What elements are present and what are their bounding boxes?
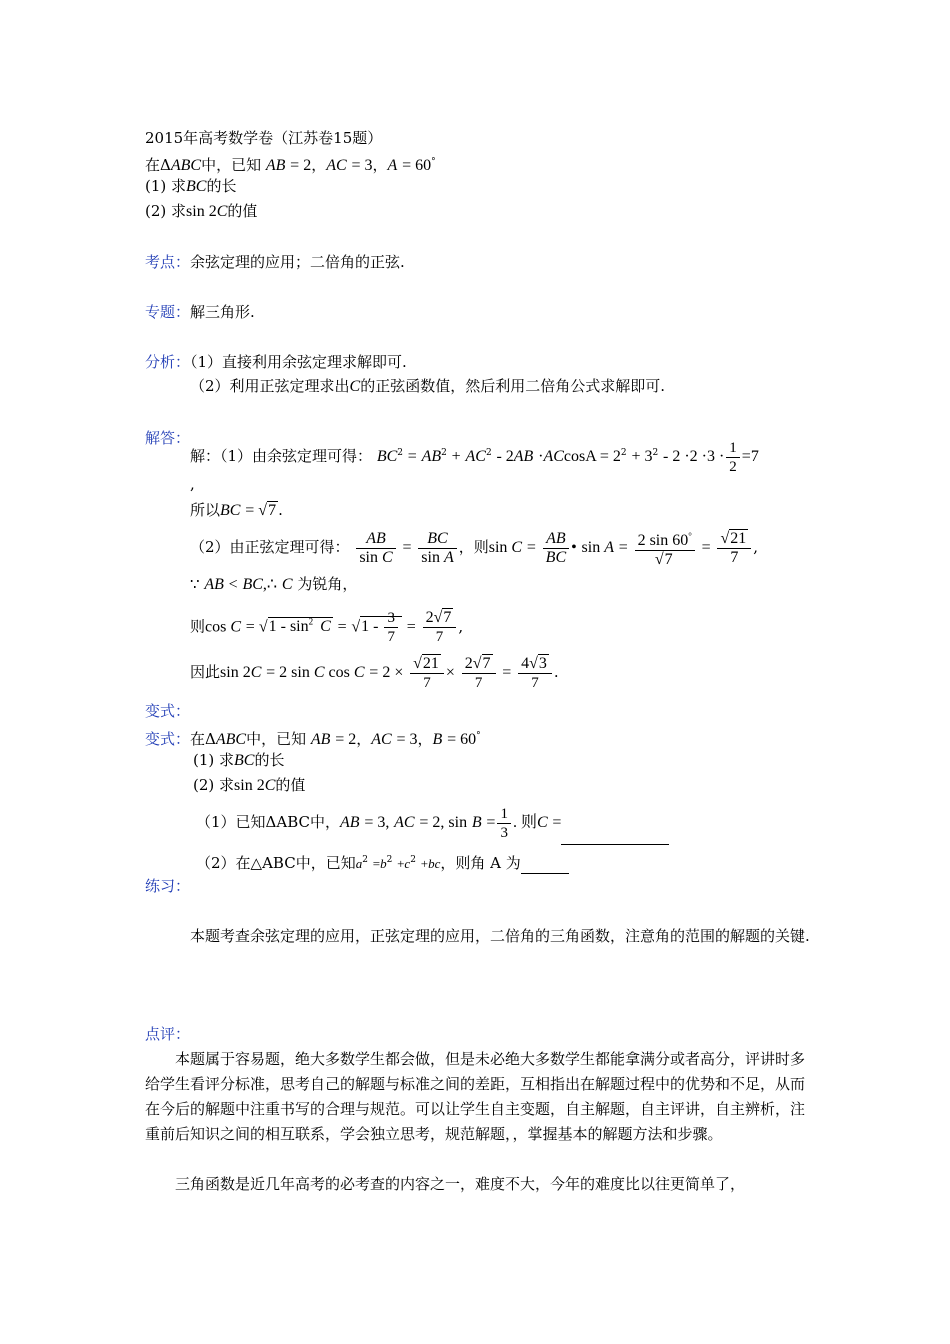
jieda-step1-prefix: 解：（1）由余弦定理可得： [190, 447, 373, 465]
fenxi-line2-var: C [349, 378, 361, 395]
dianping-paragraph-2: 三角函数是近几年高考的必考查的内容之一，难度不大，今年的难度比以往更简单了， [175, 1175, 746, 1193]
jieda-step2-mid: ，则 [458, 538, 489, 556]
summary-text: 本题考查余弦定理的应用，正弦定理的应用，二倍角的三角函数，注意角的范围的解题的关键. [190, 927, 810, 945]
jieda-acute: ∵ AB < BC,∴ C 为锐角， [190, 575, 358, 593]
jieda-step2: （2）由正弦定理可得： $\frac{AB}{\text{sin C}}$ = $\frac{BC}{\text{sin A}}$ ，则sin C = $\frac{AB}{BC}$ • sin A = $\frac{2 \sin 60^\circ}{√7}$ = $\frac{√21}{7}$ , [190, 527, 758, 569]
zhuanti-label: 专题： [145, 303, 191, 321]
dianping-paragraph-1: 本题属于容易题，绝大多数学生都会做，但是未必绝大多数学生都能拿满分或者高分，评讲时多给学生看评分标准，思考自己的解题与标准之间的差距，互相指出在解题过程中的优势和不足，从而在今后的解题中注重书写的合理与规范。可以让学生自主变题，自主解题，自主评讲，自主辨析，注重前后知识之间的相互联系，学会独立思考，规范解题，，掌握基本的解题方法和步骤。 [145, 1050, 806, 1143]
bianshi-p2-suffix: ，则角 A 为 [440, 854, 521, 872]
kaodian-label: 考点： [145, 253, 191, 271]
jieda-step1-result: 所以BC = √7 . [190, 501, 283, 519]
bianshi-given: 变式：在ΔABC中，已知 AB = 2，AC = 3，B = 60° [145, 730, 481, 748]
jieda-cos-prefix: 则 [190, 617, 206, 636]
bianshi-p2: （2）在△ABC中，已知$a^2 =b^2 +c^2 +bc$，则角 A 为 [196, 850, 569, 874]
problem-given: 在ΔABC中，已知 AB = 2，AC = 3，A = 60° [145, 156, 436, 174]
jieda-acute-suffix: 为锐角， [297, 575, 358, 593]
answer-blank-1[interactable] [561, 826, 669, 845]
zhuanti-text: 解三角形. [190, 303, 255, 321]
fenxi-line2 [190, 376, 665, 397]
fenxi-row [145, 352, 407, 372]
problem-title: 2015年高考数学卷（江苏卷15题） [145, 129, 383, 147]
bianshi-label-1: 变式： [145, 702, 191, 720]
jieda-sin2c: 因此sin 2C = 2 sin C cos C = 2 × $\frac{√21}{7}$ × $\frac{2√7}{7}$ = $\frac{4√3}{7}$ . [190, 654, 559, 691]
jieda-label: 解答： [145, 429, 191, 447]
because-symbol: ∵ [190, 575, 200, 593]
zhuanti-row [145, 302, 255, 322]
bianshi-p1-prefix: （1）已知ΔABC中， [196, 813, 340, 831]
problem-q2: (2) 求sin 2C的值 [145, 202, 258, 220]
jieda-step1-comma: , [190, 475, 195, 493]
problem-q1: (1) 求BC的长 [145, 177, 237, 195]
bianshi-p1: （1）已知ΔABC中，AB = 3, AC = 2, sin B = $\frac{1}{3}$ . 则C = [196, 800, 669, 845]
bianshi-q2: (2) 求sin 2C的值 [193, 776, 306, 794]
jieda-step1: 解：（1）由余弦定理可得： $BC^2 = AB^2 + AC^2 - 2AB \cdot ACcosA = 2^2 + 3^2 - 2 \cdot 2 \cdot 3$ · $\frac{1}{2}$ =7 [190, 439, 759, 475]
fenxi-label: 分析： [145, 353, 191, 371]
fenxi-line2-a: （2）利用正弦定理求出 [190, 377, 350, 395]
jieda-sin2c-prefix: 因此 [190, 663, 221, 681]
jieda-cos: 则$\cos C = √1 - \sin^2 C = √1$ - $\frac{3}{7}$ = $\frac{2√7}{7}$ , [190, 608, 464, 645]
answer-blank-2[interactable] [521, 857, 569, 874]
jieda-step2-prefix: （2）由正弦定理可得： [190, 538, 350, 556]
bianshi-label-2: 变式： [145, 730, 191, 748]
jieda-step1-result-prefix: 所以 [190, 501, 221, 519]
kaodian-row [145, 252, 405, 272]
fenxi-line1: （1）直接利用余弦定理求解即可. [190, 353, 407, 371]
bianshi-p2-prefix: （2）在△ABC中，已知 [196, 854, 356, 872]
lianxi-label: 练习： [145, 877, 191, 895]
bianshi-q1: (1) 求BC的长 [193, 751, 285, 769]
dianping-label: 点评： [145, 1025, 191, 1043]
kaodian-text: 余弦定理的应用；二倍角的正弦. [190, 253, 405, 271]
fenxi-line2-b: 的正弦函数值，然后利用二倍角公式求解即可. [360, 377, 665, 395]
